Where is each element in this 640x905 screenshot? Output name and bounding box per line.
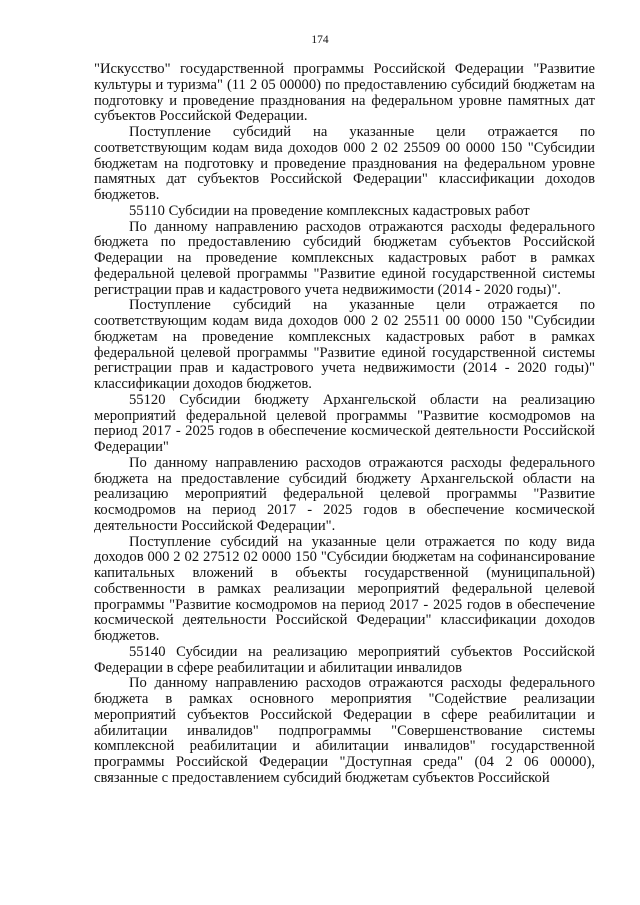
paragraph: Поступление субсидий на указанные цели отражается по коду вида доходов 000 2 02 27512 02 0000 150 "Субсидии бюджетам на софинансирование капитальных вложений в объекты государственной (муниципальной) собственности в рамках реализации мероприятий федеральной целевой программы "Развитие космодромов на период 2017 - 2025 годов в обеспечение космической деятельности Российской Федерации" классификации доходов бюджетов.: [94, 533, 595, 644]
section-heading-55120: 55120 Субсидии бюджету Архангельской области на реализацию мероприятий федеральной целевой программы "Развитие космодромов на период 2017 - 2025 годов в обеспечение космической деятельности Российской Федерации": [94, 391, 595, 455]
paragraph: По данному направлению расходов отражаются расходы федерального бюджета на предоставление субсидий бюджету Архангельской области на реализацию мероприятий федеральной целевой программы "Развитие космодромов на период 2017 - 2025 годов в обеспечение космической деятельности Российской Федерации".: [94, 454, 595, 534]
section-heading-55140: 55140 Субсидии на реализацию мероприятий субъектов Российской Федерации в сфере реабилитации и абилитации инвалидов: [94, 643, 595, 676]
section-heading-55110: 55110 Субсидии на проведение комплексных кадастровых работ: [129, 202, 530, 219]
document-body: [94, 62, 595, 787]
paragraph: Поступление субсидий на указанные цели отражается по соответствующим кодам вида доходов 000 2 02 25509 00 0000 150 "Субсидии бюджетам на подготовку и проведение празднования на федеральном уровне памятных дат субъектов Российской Федерации" классификации доходов бюджетов.: [94, 124, 595, 203]
paragraph: По данному направлению расходов отражаются расходы федерального бюджета в рамках основного мероприятия "Содействие реализации мероприятий субъектов Российской Федерации в сфере реабилитации и абилитации инвалидов" подпрограммы "Совершенствование системы комплексной реабилитации и абилитации инвалидов" государственной программы Российской Федерации "Доступная среда" (04 2 06 00000), связанные с предоставлением субсидий бюджетам субъектов Российской: [94, 675, 595, 786]
page-number: 174: [311, 34, 329, 46]
paragraph-continuation: "Искусство" государственной программы Российской Федерации "Развитие культуры и туризма" (11 2 05 00000) по предоставлению субсидий бюджетам на подготовку и проведение празднования на федеральном уровне памятных дат субъектов Российской Федерации.: [94, 61, 595, 125]
paragraph: Поступление субсидий на указанные цели отражается по соответствующим кодам вида доходов 000 2 02 25511 00 0000 150 "Субсидии бюджетам на проведение комплексных кадастровых работ в рамках федеральной целевой программы "Развитие единой государственной системы регистрации прав и кадастрового учета недвижимости (2014 - 2020 годы)" классификации доходов бюджетов.: [94, 297, 595, 392]
paragraph: По данному направлению расходов отражаются расходы федерального бюджета по предоставлению субсидий бюджетам субъектов Российской Федерации на проведение комплексных кадастровых работ в рамках федеральной целевой программы "Развитие единой государственной системы регистрации прав и кадастрового учета недвижимости (2014 - 2020 годы)".: [94, 218, 595, 298]
